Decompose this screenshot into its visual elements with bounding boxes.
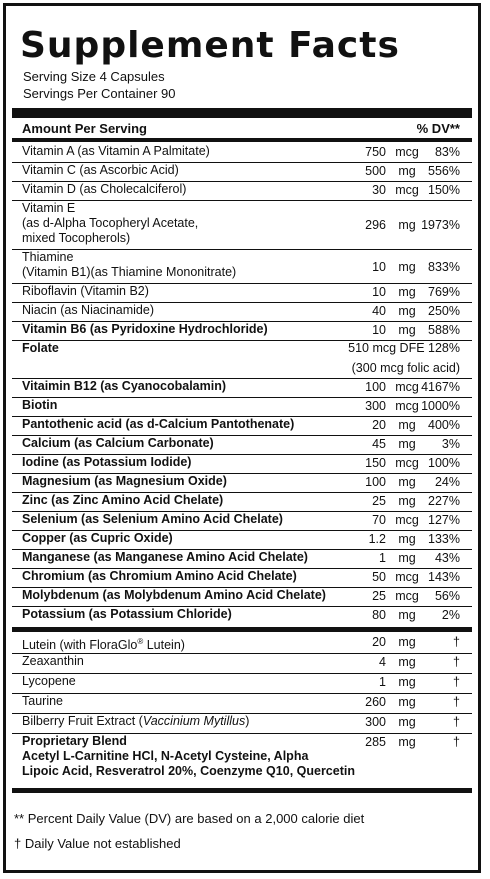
nutrient-name bbox=[22, 417, 342, 432]
ingredient-amount: 20 bbox=[372, 635, 386, 649]
nutrient-dv: 769% bbox=[428, 285, 460, 299]
nutrient-name-line: Vitamin E bbox=[22, 201, 76, 215]
nutrient-amount: 25 bbox=[372, 589, 386, 603]
nutrient-name-line: Vitamin B6 (as Pyridoxine Hydrochloride) bbox=[22, 322, 268, 336]
nutrient-unit: mcg bbox=[395, 183, 419, 197]
nutrient-name bbox=[22, 531, 342, 546]
footnote-dagger: † Daily Value not established bbox=[14, 836, 181, 851]
ingredient-name-tail: Lutein) bbox=[143, 638, 185, 653]
row-divider bbox=[12, 416, 472, 417]
nutrient-unit: mg bbox=[398, 304, 416, 318]
header-divider bbox=[12, 138, 472, 142]
ingredient-row bbox=[12, 674, 472, 694]
nutrient-name-line: Calcium (as Calcium Carbonate) bbox=[22, 436, 214, 450]
nutrient-amount: 20 bbox=[372, 418, 386, 432]
ingredient-dv: † bbox=[453, 715, 460, 729]
nutrient-unit: mg bbox=[398, 418, 416, 432]
ingredient-name bbox=[22, 674, 342, 689]
nutrient-unit: mg bbox=[398, 475, 416, 489]
row-divider bbox=[12, 397, 472, 398]
row-divider bbox=[12, 302, 472, 303]
nutrient-amount: 300 bbox=[365, 399, 386, 413]
nutrient-unit: mg bbox=[398, 532, 416, 546]
nutrient-name bbox=[22, 250, 342, 280]
nutrient-name bbox=[22, 303, 342, 318]
nutrient-unit: mcg bbox=[395, 513, 419, 527]
nutrient-name-line: Iodine (as Potassium Iodide) bbox=[22, 455, 192, 469]
ingredient-name-text: Proprietary Blend bbox=[22, 734, 127, 748]
nutrient-name-line: Vitamin C (as Ascorbic Acid) bbox=[22, 163, 179, 177]
blend-component-line: Lipoic Acid, Resveratrol 20%, Coenzyme Q10, Quercetin bbox=[22, 764, 355, 778]
nutrient-dv: 227% bbox=[428, 494, 460, 508]
row-divider bbox=[12, 530, 472, 531]
nutrient-name bbox=[22, 201, 342, 246]
ingredient-unit: mg bbox=[398, 715, 416, 729]
nutrient-unit: mg bbox=[398, 494, 416, 508]
nutrient-name bbox=[22, 569, 342, 584]
ingredient-name-text: Taurine bbox=[22, 694, 63, 708]
thick-divider-top bbox=[12, 108, 472, 118]
nutrient-unit: mcg bbox=[395, 570, 419, 584]
nutrient-row bbox=[12, 417, 472, 436]
nutrient-unit: mg bbox=[398, 608, 416, 622]
ingredient-unit: mg bbox=[398, 735, 416, 749]
nutrient-name-line: Zinc (as Zinc Amino Acid Chelate) bbox=[22, 493, 224, 507]
ingredient-row bbox=[12, 654, 472, 674]
nutrient-amount: 1 bbox=[379, 551, 386, 565]
nutrient-amount: 500 bbox=[365, 164, 386, 178]
row-divider bbox=[12, 693, 472, 694]
nutrient-amount: 10 bbox=[372, 323, 386, 337]
nutrient-row bbox=[12, 398, 472, 417]
nutrient-unit: mg bbox=[398, 551, 416, 565]
nutrient-name-line: Thiamine bbox=[22, 250, 74, 264]
ingredient-row bbox=[12, 714, 472, 734]
ingredient-name-text: Bilberry Fruit Extract ( bbox=[22, 714, 143, 728]
ingredient-amount: 1 bbox=[379, 675, 386, 689]
nutrient-amount: 750 bbox=[365, 145, 386, 159]
nutrient-dv: 2% bbox=[441, 608, 460, 622]
nutrient-name bbox=[22, 455, 342, 470]
nutrient-name-line: Selenium (as Selenium Amino Acid Chelate) bbox=[22, 512, 283, 526]
nutrient-unit: mcg bbox=[395, 589, 419, 603]
ingredient-name-text: Lycopene bbox=[22, 674, 76, 688]
nutrient-dv: 556% bbox=[428, 164, 460, 178]
ingredient-amount: 285 bbox=[365, 735, 386, 749]
nutrient-name bbox=[22, 607, 342, 622]
nutrient-amount: 1.2 bbox=[368, 532, 386, 546]
latin-name: Vaccinium Mytillus bbox=[142, 714, 246, 728]
row-divider bbox=[12, 673, 472, 674]
registered-mark: ® bbox=[137, 637, 144, 646]
nutrient-name bbox=[22, 474, 342, 489]
nutrient-amount: 25 bbox=[372, 494, 386, 508]
row-divider bbox=[12, 435, 472, 436]
row-divider bbox=[12, 492, 472, 493]
nutrient-row bbox=[12, 341, 472, 379]
nutrient-name bbox=[22, 493, 342, 508]
nutrient-name-line: Vitamin D (as Cholecalciferol) bbox=[22, 182, 187, 196]
nutrient-dv: 400% bbox=[428, 418, 460, 432]
row-divider bbox=[12, 454, 472, 455]
nutrient-name-line: Niacin (as Niacinamide) bbox=[22, 303, 154, 317]
nutrient-dv: 588% bbox=[428, 323, 460, 337]
servings-per-container: Servings Per Container 90 bbox=[23, 86, 176, 101]
nutrient-dv: 1973% bbox=[421, 218, 460, 232]
nutrient-amount: 70 bbox=[372, 513, 386, 527]
nutrient-row bbox=[12, 322, 472, 341]
nutrient-amount: 100 bbox=[365, 475, 386, 489]
nutrient-name bbox=[22, 550, 342, 565]
ingredient-unit: mg bbox=[398, 695, 416, 709]
nutrient-name-line: mixed Tocopherols) bbox=[22, 231, 131, 245]
row-divider bbox=[12, 733, 472, 734]
row-divider bbox=[12, 549, 472, 550]
blend-component-line: Acetyl L-Carnitine HCl, N-Acetyl Cysteine, Alpha bbox=[22, 749, 309, 763]
nutrient-name bbox=[22, 322, 342, 337]
row-divider bbox=[12, 568, 472, 569]
nutrient-row bbox=[12, 436, 472, 455]
ingredient-row bbox=[12, 734, 472, 782]
ingredient-name bbox=[22, 634, 342, 653]
nutrient-row bbox=[12, 512, 472, 531]
nutrient-row bbox=[12, 201, 472, 250]
nutrient-row bbox=[12, 163, 472, 182]
nutrient-name-line: (as d-Alpha Tocopheryl Acetate, bbox=[22, 216, 199, 230]
nutrient-amount-dv: 510 mcg DFE 128% bbox=[348, 341, 460, 355]
row-divider bbox=[12, 283, 472, 284]
nutrient-row bbox=[12, 474, 472, 493]
ingredient-dv: † bbox=[453, 675, 460, 689]
nutrient-amount: 10 bbox=[372, 285, 386, 299]
row-divider bbox=[12, 473, 472, 474]
nutrient-amount: 30 bbox=[372, 183, 386, 197]
nutrient-dv: 143% bbox=[428, 570, 460, 584]
nutrient-name bbox=[22, 512, 342, 527]
nutrient-dv: 83% bbox=[434, 145, 460, 159]
nutrient-name-line: Copper (as Cupric Oxide) bbox=[22, 531, 173, 545]
nutrient-name-line: (Vitamin B1)(as Thiamine Mononitrate) bbox=[22, 265, 237, 279]
ingredient-unit: mg bbox=[398, 675, 416, 689]
nutrient-row bbox=[12, 182, 472, 201]
nutrient-unit: mg bbox=[398, 260, 416, 274]
nutrient-amount: 150 bbox=[365, 456, 386, 470]
nutrient-name bbox=[22, 163, 342, 178]
row-divider bbox=[12, 200, 472, 201]
nutrient-row bbox=[12, 144, 472, 163]
footnote-dv: ** Percent Daily Value (DV) are based on a 2,000 calorie diet bbox=[14, 811, 365, 826]
ingredient-amount: 260 bbox=[365, 695, 386, 709]
ingredient-unit: mg bbox=[398, 635, 416, 649]
nutrient-amount: 80 bbox=[372, 608, 386, 622]
ingredient-name-text: Lutein (with FloraGlo bbox=[22, 638, 138, 653]
nutrient-row bbox=[12, 455, 472, 474]
nutrient-amount: 10 bbox=[372, 260, 386, 274]
nutrient-dv: 150% bbox=[428, 183, 460, 197]
row-divider bbox=[12, 378, 472, 379]
ingredient-name-tail: ) bbox=[245, 714, 250, 728]
nutrient-amount: 100 bbox=[365, 380, 386, 394]
nutrient-row bbox=[12, 379, 472, 398]
nutrient-unit: mg bbox=[398, 323, 416, 337]
ingredient-amount: 4 bbox=[379, 655, 386, 669]
nutrient-name-line: Chromium (as Chromium Amino Acid Chelate) bbox=[22, 569, 297, 583]
nutrient-name-line: Manganese (as Manganese Amino Acid Chelate) bbox=[22, 550, 308, 564]
ingredient-amount: 300 bbox=[365, 715, 386, 729]
nutrient-name-line: Biotin bbox=[22, 398, 58, 412]
nutrient-dv: 43% bbox=[434, 551, 460, 565]
nutrient-name bbox=[22, 144, 342, 159]
row-divider bbox=[12, 181, 472, 182]
nutrient-row bbox=[12, 569, 472, 588]
nutrient-dv: 3% bbox=[441, 437, 460, 451]
nutrient-amount: 296 bbox=[365, 218, 386, 232]
nutrient-row bbox=[12, 588, 472, 607]
nutrient-name bbox=[22, 341, 342, 356]
nutrient-amount: 50 bbox=[372, 570, 386, 584]
serving-size: Serving Size 4 Capsules bbox=[23, 69, 165, 84]
nutrient-row bbox=[12, 493, 472, 512]
ingredient-name-text: Zeaxanthin bbox=[22, 654, 84, 668]
nutrient-dv: 24% bbox=[434, 475, 460, 489]
nutrient-name-line: Molybdenum (as Molybdenum Amino Acid Chelate) bbox=[22, 588, 326, 602]
panel-title: Supplement Facts bbox=[20, 25, 400, 66]
ingredient-dv: † bbox=[453, 655, 460, 669]
nutrient-unit: mcg bbox=[395, 380, 419, 394]
nutrient-dv: 133% bbox=[428, 532, 460, 546]
nutrient-row bbox=[12, 284, 472, 303]
nutrient-dv: 1000% bbox=[421, 399, 460, 413]
nutrient-row bbox=[12, 607, 472, 626]
nutrient-unit: mcg bbox=[395, 399, 419, 413]
row-divider bbox=[12, 340, 472, 341]
nutrient-unit: mg bbox=[398, 437, 416, 451]
row-divider bbox=[12, 249, 472, 250]
row-divider bbox=[12, 162, 472, 163]
ingredient-name bbox=[22, 654, 342, 669]
nutrient-name-line: Potassium (as Potassium Chloride) bbox=[22, 607, 232, 621]
ingredient-dv: † bbox=[453, 635, 460, 649]
ingredient-unit: mg bbox=[398, 655, 416, 669]
ingredient-dv: † bbox=[453, 695, 460, 709]
nutrient-unit: mcg bbox=[395, 456, 419, 470]
nutrient-name-line: Riboflavin (Vitamin B2) bbox=[22, 284, 149, 298]
ingredient-row bbox=[12, 634, 472, 654]
row-divider bbox=[12, 606, 472, 607]
nutrient-extra: (300 mcg folic acid) bbox=[351, 361, 460, 375]
row-divider bbox=[12, 713, 472, 714]
ingredient-name bbox=[22, 694, 342, 709]
nutrient-unit: mg bbox=[398, 218, 416, 232]
nutrient-dv: 100% bbox=[428, 456, 460, 470]
nutrient-dv: 833% bbox=[428, 260, 460, 274]
row-divider bbox=[12, 511, 472, 512]
nutrient-amount: 40 bbox=[372, 304, 386, 318]
ingredient-row bbox=[12, 694, 472, 714]
nutrient-row bbox=[12, 303, 472, 322]
dv-header-label: % DV** bbox=[416, 121, 460, 136]
nutrient-row bbox=[12, 531, 472, 550]
nutrient-unit: mcg bbox=[395, 145, 419, 159]
nutrient-dv: 4167% bbox=[421, 380, 460, 394]
nutrient-name bbox=[22, 588, 342, 603]
row-divider bbox=[12, 587, 472, 588]
amount-per-serving-label: Amount Per Serving bbox=[22, 121, 147, 136]
nutrient-name bbox=[22, 182, 342, 197]
nutrient-name-line: Magnesium (as Magnesium Oxide) bbox=[22, 474, 227, 488]
ingredient-name bbox=[22, 714, 342, 729]
thick-divider-middle bbox=[12, 627, 472, 632]
nutrient-name bbox=[22, 379, 342, 394]
nutrient-name bbox=[22, 436, 342, 451]
nutrient-row bbox=[12, 250, 472, 284]
nutrient-name bbox=[22, 398, 342, 413]
nutrient-unit: mg bbox=[398, 164, 416, 178]
ingredient-dv: † bbox=[453, 735, 460, 749]
nutrient-amount: 45 bbox=[372, 437, 386, 451]
nutrient-name-line: Pantothenic acid (as d-Calcium Pantothenate) bbox=[22, 417, 295, 431]
nutrient-name bbox=[22, 284, 342, 299]
nutrient-name-line: Vitamin A (as Vitamin A Palmitate) bbox=[22, 144, 210, 158]
nutrient-name-line: Folate bbox=[22, 341, 59, 355]
nutrient-name-line: Vitaimin B12 (as Cyanocobalamin) bbox=[22, 379, 226, 393]
nutrient-dv: 56% bbox=[434, 589, 460, 603]
thick-divider-bottom bbox=[12, 788, 472, 793]
row-divider bbox=[12, 653, 472, 654]
nutrient-row bbox=[12, 550, 472, 569]
row-divider bbox=[12, 321, 472, 322]
nutrient-unit: mg bbox=[398, 285, 416, 299]
nutrient-dv: 250% bbox=[428, 304, 460, 318]
nutrient-dv: 127% bbox=[428, 513, 460, 527]
